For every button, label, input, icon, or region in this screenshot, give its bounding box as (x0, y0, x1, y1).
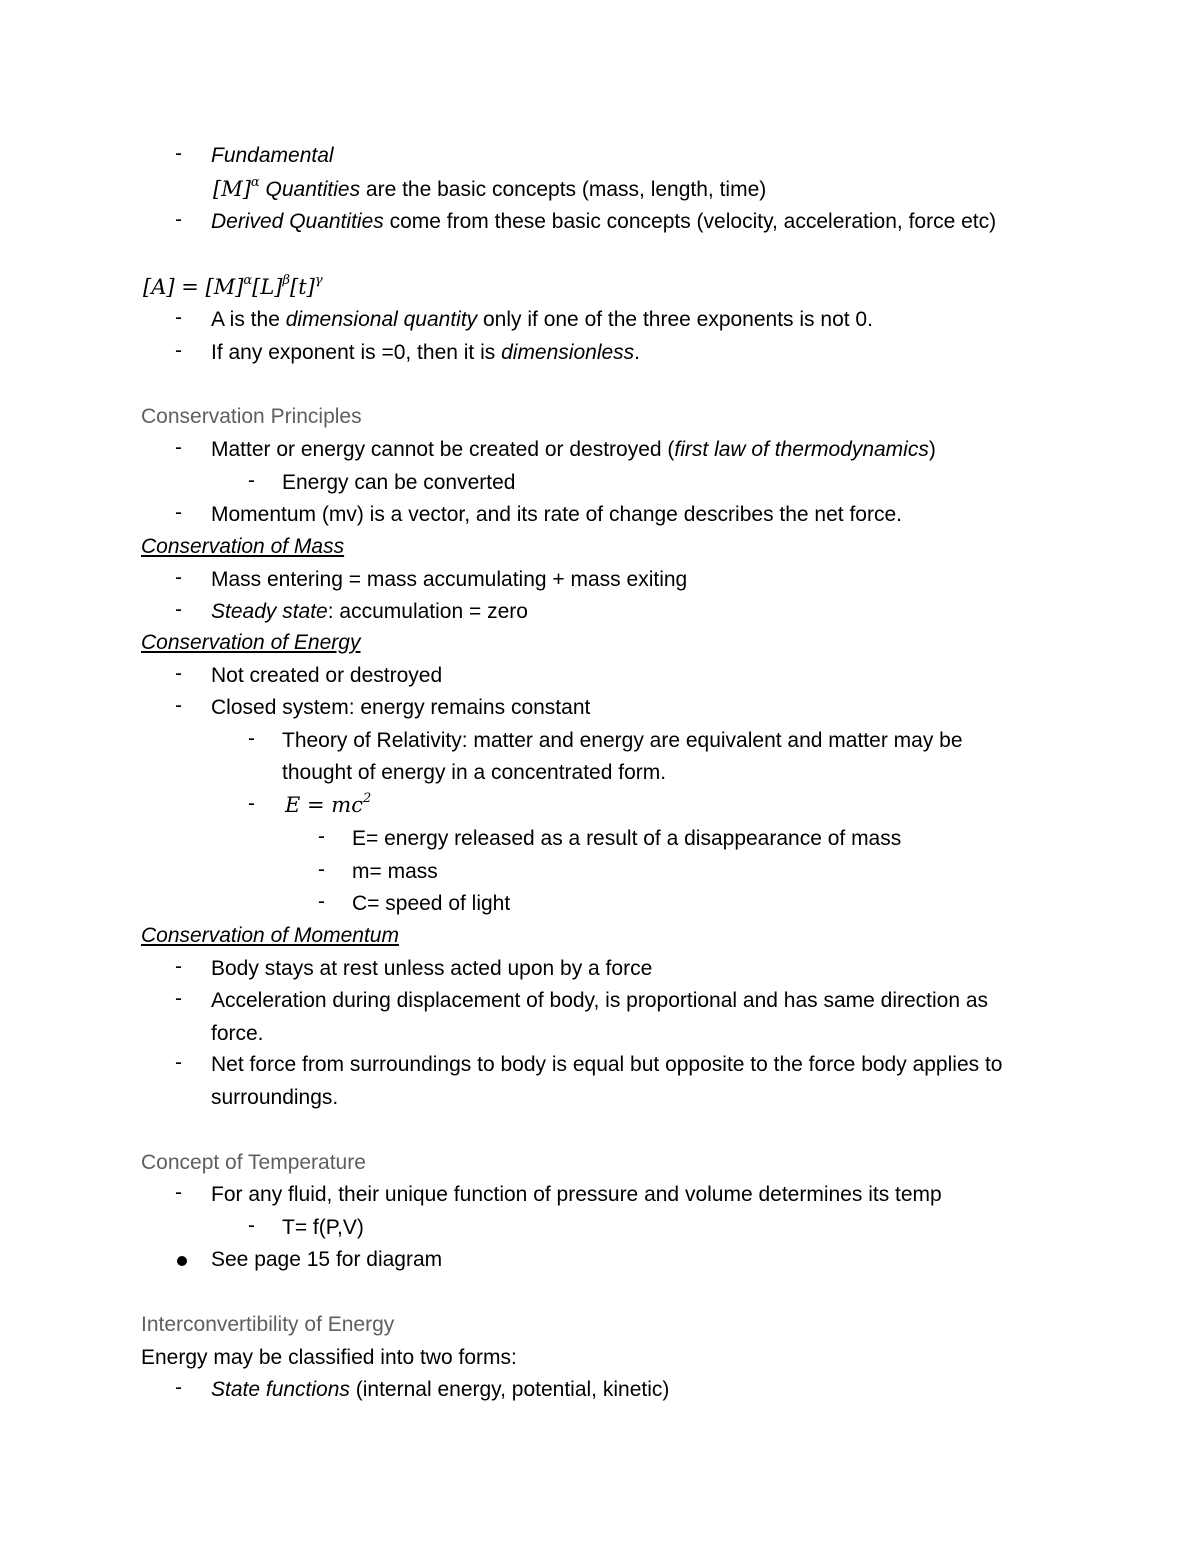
conservation-of-energy-heading: Conservation of Energy (141, 631, 361, 654)
list-dash: - (175, 987, 182, 1010)
list-dash: - (175, 598, 182, 621)
conservation-subpoint: Energy can be converted (282, 471, 516, 494)
conservation-point-1: Matter or energy cannot be created or destroyed (first law of thermodynamics) (211, 438, 936, 461)
momentum-point-1: Body stays at rest unless acted upon by a force (211, 957, 653, 980)
momentum-point-2-line-1: Acceleration during displacement of body, is proportional and has same direction as (211, 989, 989, 1012)
list-dash: - (248, 792, 255, 815)
list-dash: - (175, 436, 182, 459)
list-dash: - (175, 339, 182, 362)
list-dash: - (248, 727, 255, 750)
conservation-principles-heading: Conservation Principles (141, 405, 362, 428)
conservation-point-2: Momentum (mv) is a vector, and its rate of change describes the net force. (211, 503, 902, 526)
temperature-point-2: See page 15 for diagram (211, 1248, 443, 1271)
list-dash: - (175, 1051, 182, 1074)
emc2-equation: $E = mc^2$ (285, 791, 372, 817)
mass-point-2: Steady state: accumulation = zero (211, 600, 528, 623)
bullet-icon (177, 1256, 187, 1266)
list-dash: - (175, 694, 182, 717)
energy-intro: Energy may be classified into two forms: (141, 1346, 517, 1369)
dimensional-point-1: A is the dimensional quantity only if one of the three exponents is not 0. (211, 308, 873, 331)
emc-def-c: C= speed of light (352, 892, 511, 915)
dimensional-point-2: If any exponent is =0, then it is dimensionless. (211, 341, 641, 364)
list-dash: - (248, 1214, 255, 1237)
list-dash: - (318, 858, 325, 881)
list-dash: - (175, 566, 182, 589)
list-dash: - (175, 501, 182, 524)
list-dash: - (175, 306, 182, 329)
derived-quantities-item: Derived Quantities come from these basic concepts (velocity, acceleration, force etc) (211, 210, 997, 233)
quantities-line: $[M]^\alpha$ Quantities are the basic concepts (mass, length, time) (213, 175, 767, 201)
momentum-point-3-line-2: surroundings. (211, 1086, 339, 1109)
list-dash: - (175, 955, 182, 978)
momentum-point-2-line-2: force. (211, 1022, 264, 1045)
energy-point-1: Not created or destroyed (211, 664, 443, 687)
relativity-line-1: Theory of Relativity: matter and energy are equivalent and matter may be (282, 729, 963, 752)
dimensional-equation: $[A] = [M]^\alpha[L]^\beta[t]^\gamma$ (143, 273, 323, 299)
list-dash: - (248, 469, 255, 492)
list-dash: - (175, 142, 182, 165)
list-dash: - (318, 890, 325, 913)
relativity-line-2: thought of energy in a concentrated form. (282, 761, 667, 784)
interconvertibility-heading: Interconvertibility of Energy (141, 1313, 395, 1336)
temperature-point-1: For any fluid, their unique function of pressure and volume determines its temp (211, 1183, 942, 1206)
list-dash: - (175, 662, 182, 685)
list-dash: - (175, 1181, 182, 1204)
list-dash: - (175, 1376, 182, 1399)
mass-point-1: Mass entering = mass accumulating + mass exiting (211, 568, 688, 591)
energy-point-2: Closed system: energy remains constant (211, 696, 591, 719)
emc-def-m: m= mass (352, 860, 438, 883)
emc-def-e: E= energy released as a result of a disappearance of mass (352, 827, 902, 850)
fundamental-label: Fundamental (211, 144, 334, 167)
list-dash: - (318, 825, 325, 848)
conservation-of-momentum-heading: Conservation of Momentum (141, 924, 399, 947)
temperature-heading: Concept of Temperature (141, 1151, 366, 1174)
conservation-of-mass-heading: Conservation of Mass (141, 535, 345, 558)
energy-form-1: State functions (internal energy, potential, kinetic) (211, 1378, 670, 1401)
temperature-function: T= f(P,V) (282, 1216, 364, 1239)
list-dash: - (175, 208, 182, 231)
momentum-point-3-line-1: Net force from surroundings to body is equal but opposite to the force body applies to (211, 1053, 1003, 1076)
